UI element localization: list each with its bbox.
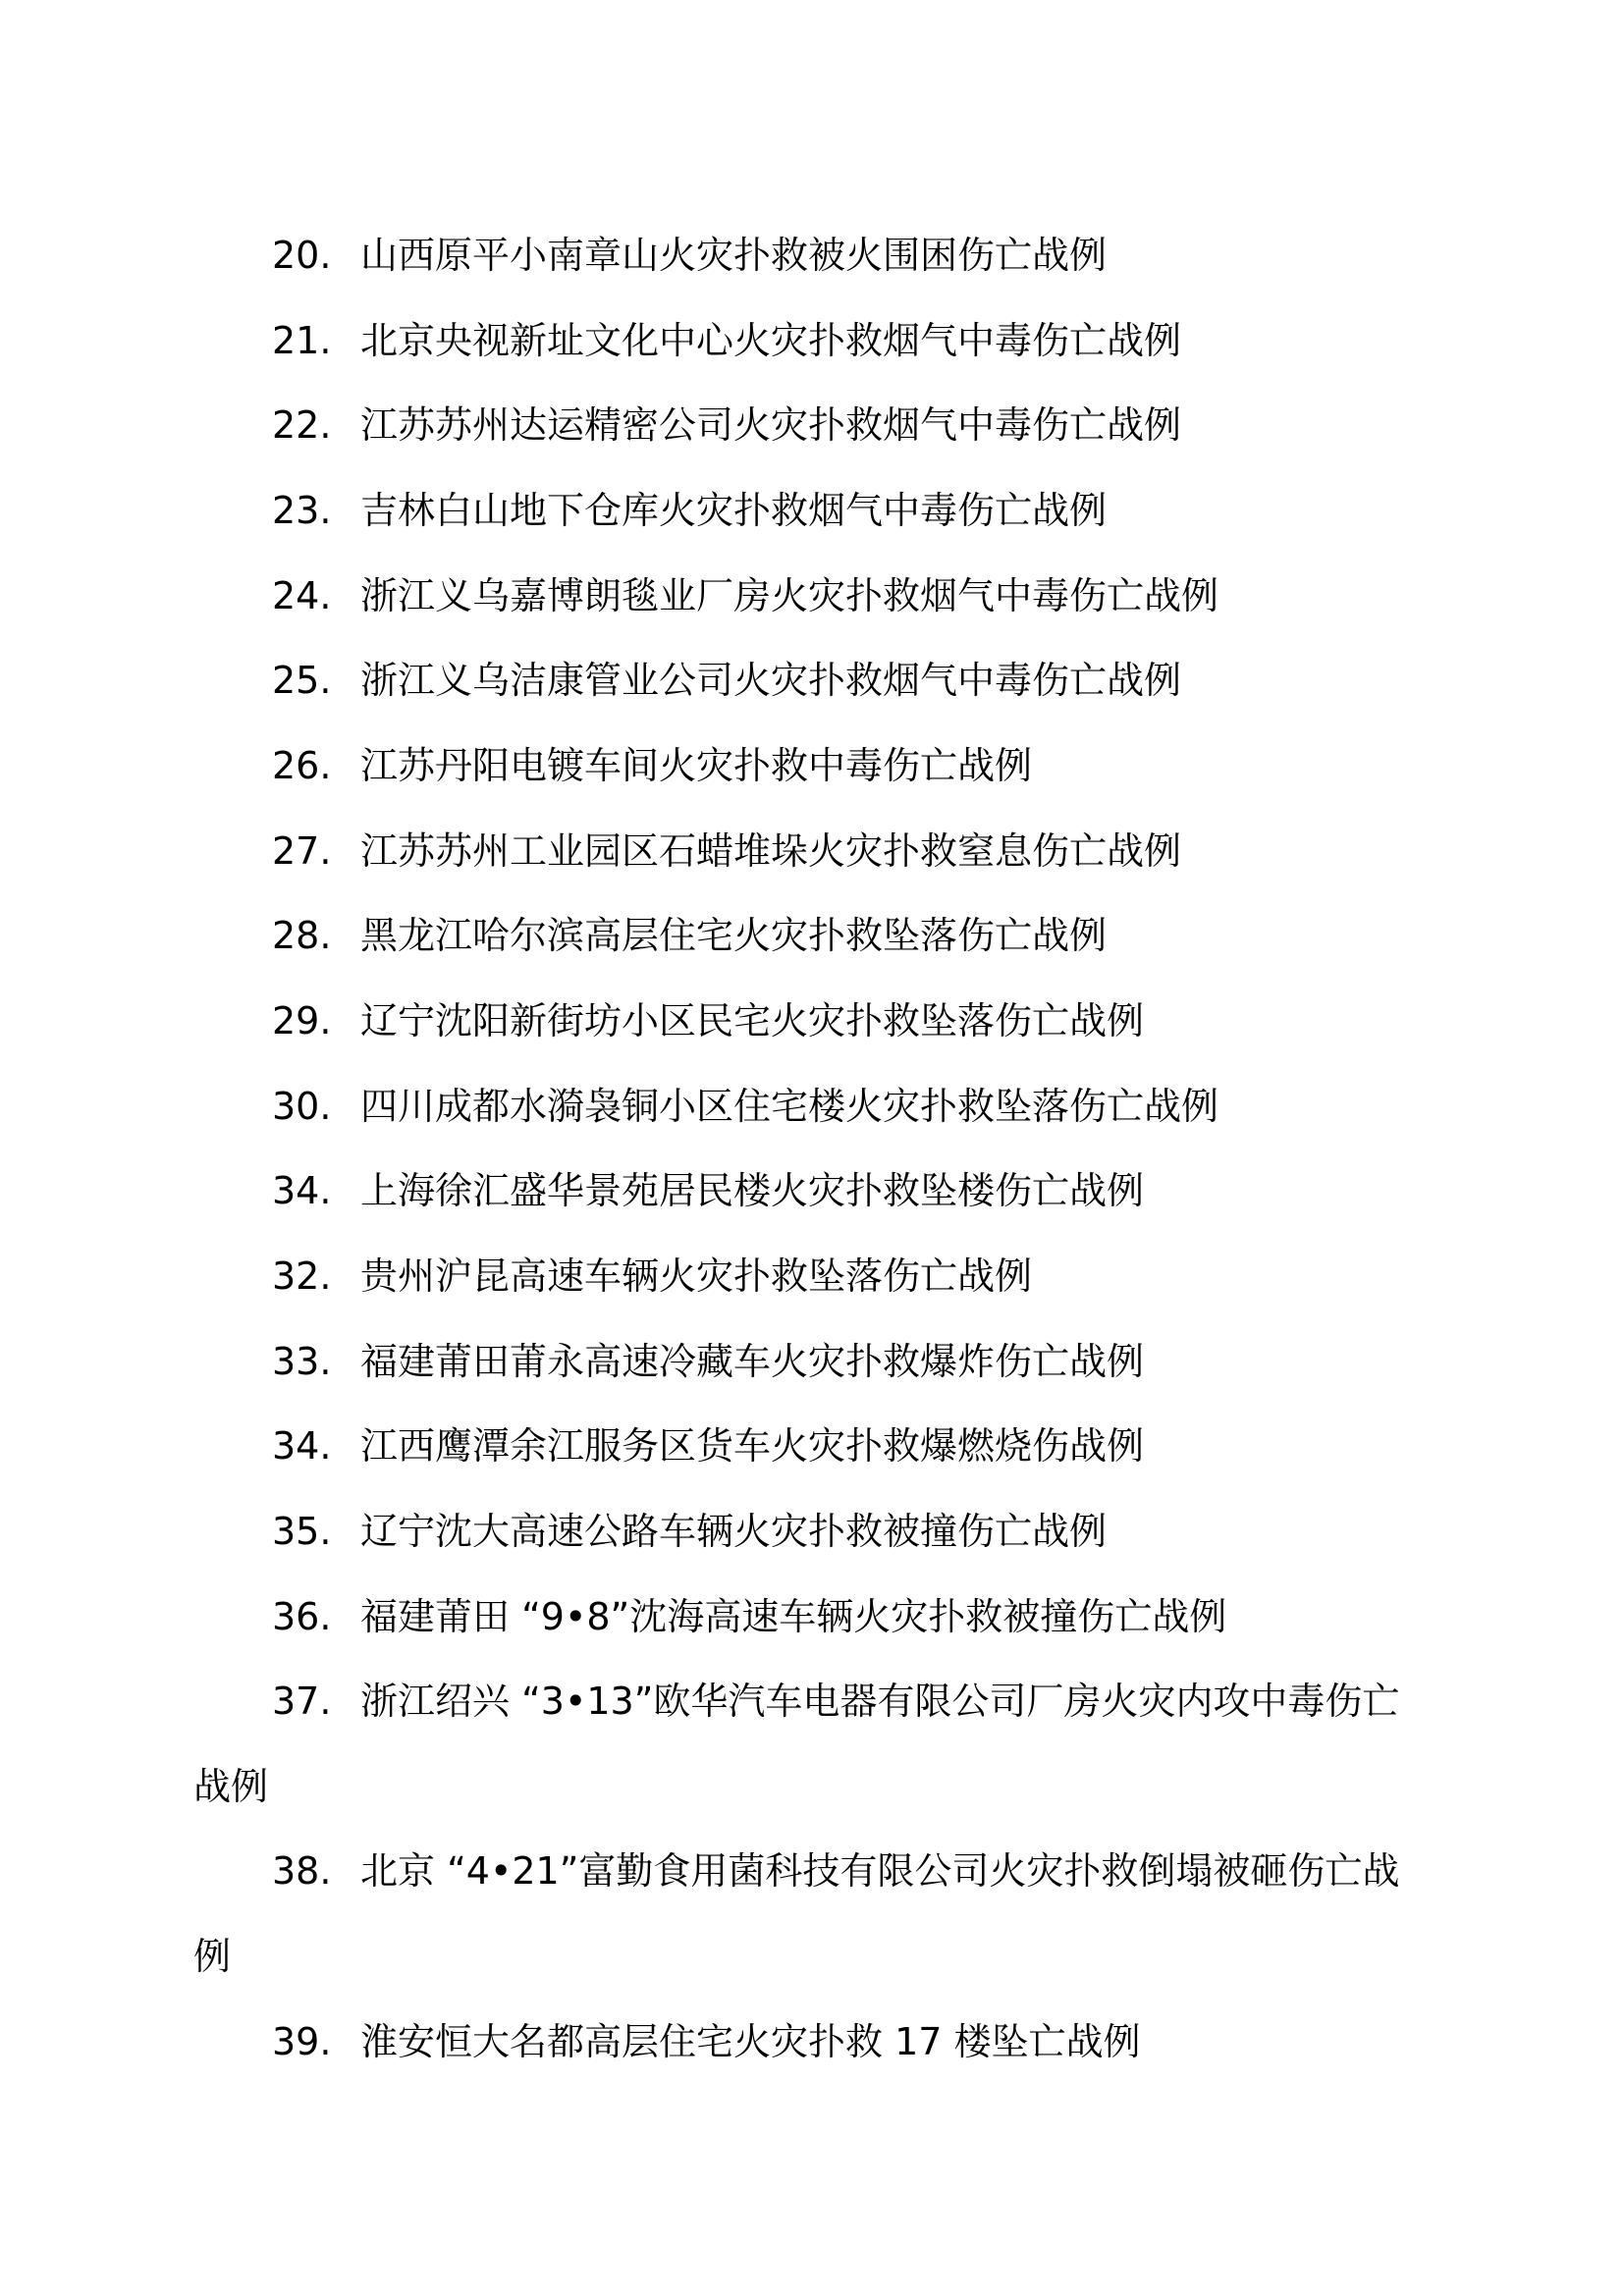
list-item-continuation: 例: [193, 1935, 232, 1979]
item-text: 四川成都水漪袅铜小区住宅楼火灾扑救坠落伤亡战例: [360, 1084, 1219, 1128]
item-text: 浙江义乌洁康管业公司火灾扑救烟气中毒伤亡战例: [360, 659, 1182, 703]
item-text: 上海徐汇盛华景苑居民楼火灾扑救坠楼伤亡战例: [360, 1169, 1145, 1213]
list-item: [193, 1234, 1460, 1319]
item-number: 22.: [272, 403, 332, 448]
item-text: 吉林白山地下仓库火灾扑救烟气中毒伤亡战例: [360, 488, 1108, 532]
case-list: [193, 213, 1460, 2084]
item-text: 北京央视新址文化中心火灾扑救烟气中毒伤亡战例: [360, 318, 1182, 362]
item-text: 浙江绍兴 “3•13”欧华汽车电器有限公司厂房火灾内攻中毒伤亡: [360, 1680, 1400, 1724]
list-item: [193, 1064, 1460, 1149]
list-item-continuation: 战例: [193, 1764, 269, 1808]
item-text: 江苏丹阳电镀车间火灾扑救中毒伤亡战例: [360, 743, 1033, 787]
list-item-line: [193, 979, 1460, 1064]
item-number: 29.: [272, 998, 332, 1042]
item-number: 34.: [272, 1169, 332, 1213]
list-item-line: [193, 1489, 1460, 1575]
item-number: 27.: [272, 828, 332, 873]
item-text: 北京 “4•21”富勤食用菌科技有限公司火灾扑救倒塌被砸伤亡战: [360, 1849, 1400, 1894]
item-text: 江苏苏州工业园区石蜡堆垛火灾扑救窒息伤亡战例: [360, 828, 1182, 873]
list-item-line: [193, 1064, 1460, 1149]
item-text: 贵州沪昆高速车辆火灾扑救坠落伤亡战例: [360, 1254, 1033, 1298]
list-item: [193, 809, 1460, 894]
item-text: 黑龙江哈尔滨高层住宅火灾扑救坠落伤亡战例: [360, 914, 1108, 958]
item-text: 浙江义乌嘉博朗毯业厂房火灾扑救烟气中毒伤亡战例: [360, 573, 1219, 617]
item-text: 江西鹰潭余江服务区货车火灾扑救爆燃烧伤战例: [360, 1424, 1145, 1468]
list-item-line: [193, 383, 1460, 468]
list-item: [193, 1148, 1460, 1234]
list-item: [193, 979, 1460, 1064]
list-item: [193, 383, 1460, 468]
list-item-line: [193, 1319, 1460, 1405]
list-item: [193, 1575, 1460, 1660]
list-item-line: [193, 1148, 1460, 1234]
list-item: [193, 638, 1460, 723]
item-text: 福建莆田莆永高速冷藏车火灾扑救爆炸伤亡战例: [360, 1339, 1145, 1383]
item-number: 30.: [272, 1084, 332, 1128]
item-number: 32.: [272, 1254, 332, 1298]
list-item-line: [193, 298, 1460, 384]
list-item-line: [193, 554, 1460, 639]
item-number: 26.: [272, 743, 332, 787]
item-number: 24.: [272, 573, 332, 617]
item-text: 江苏苏州达运精密公司火灾扑救烟气中毒伤亡战例: [360, 403, 1182, 448]
item-number: 38.: [272, 1849, 332, 1894]
list-item: [193, 723, 1460, 809]
list-item: [193, 1829, 1460, 1999]
item-number: 33.: [272, 1339, 332, 1383]
list-item-line: [193, 1829, 1460, 1914]
list-item: [193, 1319, 1460, 1405]
list-item: [193, 213, 1460, 298]
list-item-line: [193, 809, 1460, 894]
list-item: [193, 1404, 1460, 1489]
list-item-line: [193, 213, 1460, 298]
item-number: 28.: [272, 914, 332, 958]
list-item: [193, 2000, 1460, 2085]
list-item: [193, 1659, 1460, 1829]
list-item: [193, 468, 1460, 554]
item-number: 39.: [272, 2019, 332, 2063]
list-item: [193, 298, 1460, 384]
item-text: 辽宁沈阳新街坊小区民宅火灾扑救坠落伤亡战例: [360, 998, 1145, 1042]
item-number: 34.: [272, 1424, 332, 1468]
list-item: [193, 1489, 1460, 1575]
item-number: 20.: [272, 234, 332, 277]
item-number: 21.: [272, 318, 332, 362]
item-number: 25.: [272, 659, 332, 703]
item-number: 35.: [272, 1509, 332, 1553]
list-item-line: [193, 2000, 1460, 2085]
list-item: [193, 893, 1460, 979]
item-text: 辽宁沈大高速公路车辆火灾扑救被撞伤亡战例: [360, 1509, 1108, 1553]
item-text: 淮安恒大名都高层住宅火灾扑救 17 楼坠亡战例: [360, 2019, 1141, 2063]
item-text: 山西原平小南章山火灾扑救被火围困伤亡战例: [360, 234, 1108, 277]
list-item-line: [193, 468, 1460, 554]
item-text: 福建莆田 “9•8”沈海高速车辆火灾扑救被撞伤亡战例: [360, 1594, 1227, 1638]
list-item-line: [193, 723, 1460, 809]
list-item-line: [193, 638, 1460, 723]
list-item: [193, 554, 1460, 639]
item-number: 37.: [272, 1680, 332, 1724]
item-number: 23.: [272, 488, 332, 532]
list-item-line: [193, 1234, 1460, 1319]
list-item-line: [193, 893, 1460, 979]
list-item-line: [193, 1659, 1460, 1744]
list-item-line: [193, 1404, 1460, 1489]
list-item-line: [193, 1575, 1460, 1660]
item-number: 36.: [272, 1594, 332, 1638]
